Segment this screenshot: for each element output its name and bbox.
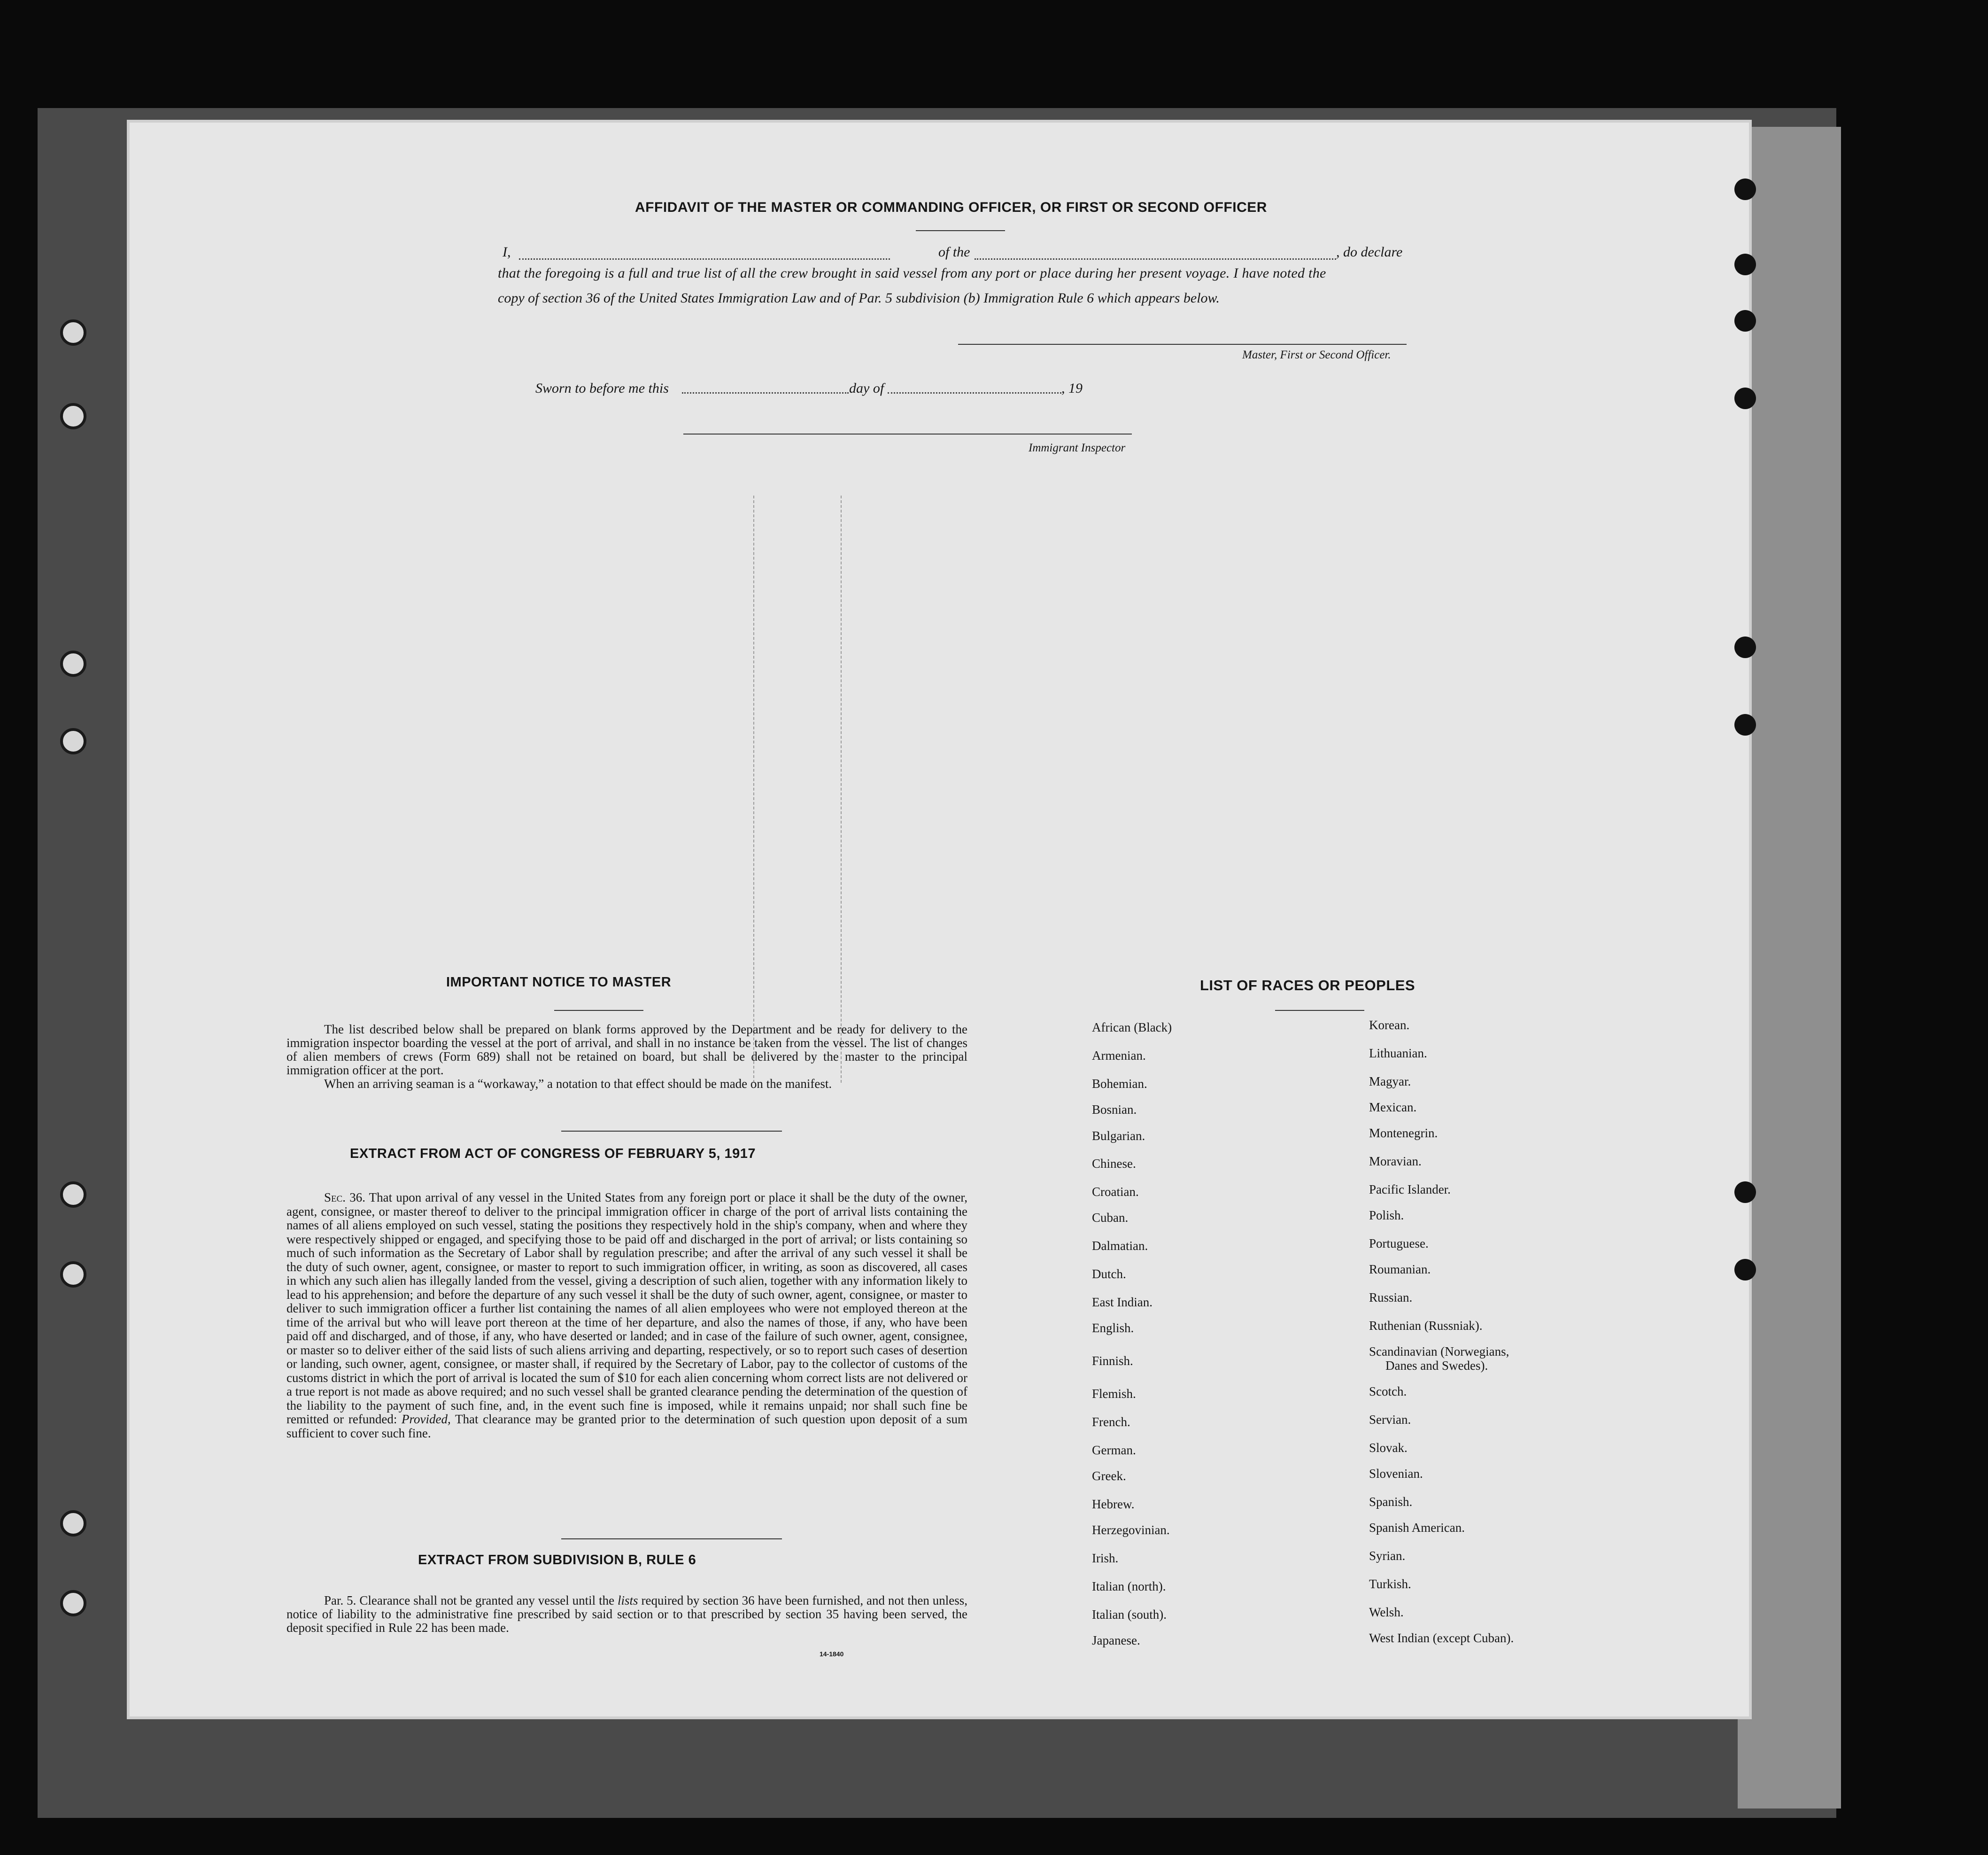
- race-item: Lithuanian.: [1369, 1046, 1427, 1060]
- sworn-day-field[interactable]: [682, 392, 849, 394]
- race-item: African (Black): [1092, 1020, 1172, 1034]
- race-item: Italian (south).: [1092, 1607, 1167, 1622]
- race-item: Spanish American.: [1369, 1521, 1465, 1535]
- year-label: , 19: [1061, 380, 1083, 396]
- declarant-name-field[interactable]: [519, 258, 890, 260]
- inspector-signature-line[interactable]: [683, 434, 1132, 435]
- race-item: Armenian.: [1092, 1048, 1146, 1063]
- column-line: [841, 496, 842, 1083]
- section-label: Sec. 36.: [324, 1190, 365, 1204]
- binder-hole: [60, 319, 86, 346]
- master-signature-line[interactable]: [958, 344, 1407, 345]
- race-item: Slovenian.: [1369, 1467, 1423, 1481]
- race-item: Montenegrin.: [1369, 1126, 1438, 1140]
- punch-hole: [1734, 310, 1756, 332]
- rule-text-start: Par. 5. Clearance shall not be granted any vessel until the: [324, 1593, 615, 1607]
- race-item: Italian (north).: [1092, 1579, 1166, 1593]
- section-36-text: That upon arrival of any vessel in the United States from any foreign port or place it shall be the duty of the owner, agent, consignee, or master thereof to deliver to the principal immigration officer in charge of the port of arrival lists containing the names of all aliens employed on such vessel, stating the positions they respectively hold in the ship's company, when and where they were respectively shipped or engaged, and specifying those to be paid off and discharged in the port of arrival; or lists containing so much of such information as the Secretary of Labor shall by regulation prescribe; and after the arrival of any such vessel it shall be the duty of such owner, agent, consignee, or master to report to such immigration officer, in writing, as soon as discovered, all cases in which any such alien has illegally landed from the vessel, giving a description of such alien, together with any information likely to lead to his apprehension; and before the departure of any such vessel it shall be the duty of such owner, agent, consignee, or master to deliver to such immigration officer a further list containing the names of all alien employees who were not employed thereon at the time of the arrival but who will leave port thereon at the time of her departure, and also the names of those, if any, who have been paid off and discharged, and of those, if any, who have deserted or landed; and in case of the failure of such owner, agent, consignee, or master so to deliver either of the said lists of such aliens arriving and departing, respectively, or so to report such cases of desertion or landing, such owner, agent, consignee, or master shall, if required by the Secretary of Labor, pay to the collector of customs of the customs district in which the port of arrival is located the sum of $10 for each alien concerning whom correct lists are not delivered or a true report is not made as above required; and no such vessel shall be granted clearance pending the determination of the question of the liability to the payment of such fine, and, in the event such fine is imposed, while it remains unpaid; nor shall such fine be remitted or refunded:: [286, 1190, 967, 1426]
- race-item: Scotch.: [1369, 1384, 1407, 1398]
- race-item: Moravian.: [1369, 1154, 1422, 1168]
- lists-term: lists: [618, 1593, 638, 1607]
- title-underline: [916, 230, 1005, 231]
- of-the-label: of the: [938, 244, 970, 260]
- race-item: Bosnian.: [1092, 1102, 1137, 1117]
- vessel-name-field[interactable]: [975, 258, 1336, 260]
- affidavit-line-3: copy of section 36 of the United States Immigration Law and of Par. 5 subdivision (b) Immigration Rule 6 which appears below.: [498, 290, 1220, 306]
- race-item: Finnish.: [1092, 1354, 1133, 1368]
- race-item: Portuguese.: [1369, 1236, 1429, 1250]
- race-item: Korean.: [1369, 1018, 1410, 1032]
- race-item: Dalmatian.: [1092, 1239, 1148, 1253]
- race-item: Bohemian.: [1092, 1077, 1147, 1091]
- race-item: English.: [1092, 1321, 1134, 1335]
- affidavit-line-2: that the foregoing is a full and true list of all the crew brought in said vessel from any port or place during her present voyage. I have noted the: [498, 265, 1326, 281]
- master-signature-caption: Master, First or Second Officer.: [1242, 349, 1391, 361]
- punch-hole: [1734, 636, 1756, 658]
- extract-rule-text: [286, 1594, 967, 1635]
- race-item: Turkish.: [1369, 1577, 1411, 1591]
- races-underline: [1275, 1010, 1364, 1011]
- punch-hole: [1734, 1259, 1756, 1281]
- section-36-text-end: That clearance may be granted prior to the determination of such question upon deposit of a sum sufficient to cover such fine.: [286, 1412, 968, 1440]
- day-of-label: day of: [849, 380, 884, 396]
- form-page: [127, 120, 1752, 1719]
- inspector-caption: Immigrant Inspector: [1029, 442, 1126, 454]
- race-item: Slovak.: [1369, 1441, 1408, 1455]
- extract-act-title: EXTRACT FROM ACT OF CONGRESS OF FEBRUARY 5, 1917: [350, 1146, 756, 1161]
- race-item: Chinese.: [1092, 1156, 1136, 1171]
- extract-rule-title: EXTRACT FROM SUBDIVISION B, RULE 6: [418, 1552, 696, 1568]
- notice-paragraph-2: When an arriving seaman is a “workaway,” a notation to that effect should be made on the manifest.: [324, 1077, 832, 1091]
- affidavit-title: AFFIDAVIT OF THE MASTER OR COMMANDING OFFICER, OR FIRST OR SECOND OFFICER: [635, 200, 1267, 215]
- punch-hole: [1734, 254, 1756, 275]
- rule-text-end: required by section 36 have been furnished, and not then unless, notice of liability to the administrative fine prescribed by said section or to that prescribed by section 35 having been served, the deposit specified in Rule 22 has been made.: [286, 1593, 968, 1635]
- race-item: Irish.: [1092, 1551, 1119, 1565]
- race-item: Magyar.: [1369, 1074, 1411, 1088]
- sworn-month-field[interactable]: [888, 392, 1061, 394]
- race-item: Greek.: [1092, 1469, 1126, 1483]
- punch-hole: [1734, 179, 1756, 200]
- punch-hole: [1734, 1181, 1756, 1203]
- race-item: Danes and Swedes).: [1385, 1358, 1488, 1373]
- sworn-label: Sworn to before me this: [535, 380, 669, 396]
- race-item: West Indian (except Cuban).: [1369, 1631, 1514, 1645]
- binder-hole: [60, 403, 86, 429]
- binder-hole: [60, 1181, 86, 1208]
- race-item: Croatian.: [1092, 1185, 1139, 1199]
- races-title: LIST OF RACES OR PEOPLES: [1200, 977, 1416, 993]
- provided-term: Provided,: [402, 1412, 451, 1426]
- punch-hole: [1734, 388, 1756, 409]
- race-item: Herzegovinian.: [1092, 1523, 1170, 1537]
- backing-sheet-edge: [1738, 127, 1841, 1808]
- section-divider: [561, 1538, 782, 1539]
- race-item: Flemish.: [1092, 1387, 1136, 1401]
- race-item: Bulgarian.: [1092, 1129, 1145, 1143]
- race-item: German.: [1092, 1443, 1136, 1457]
- extract-act-text: [286, 1191, 967, 1440]
- race-item: Roumanian.: [1369, 1262, 1431, 1276]
- race-item: Polish.: [1369, 1208, 1404, 1222]
- race-item: Hebrew.: [1092, 1497, 1135, 1511]
- race-item: Scandinavian (Norwegians,: [1369, 1344, 1509, 1358]
- binder-hole: [60, 1510, 86, 1537]
- race-item: Pacific Islander.: [1369, 1182, 1451, 1196]
- notice-title: IMPORTANT NOTICE TO MASTER: [446, 975, 672, 990]
- race-item: Dutch.: [1092, 1267, 1126, 1281]
- race-item: Cuban.: [1092, 1211, 1129, 1225]
- race-item: Mexican.: [1369, 1100, 1417, 1114]
- race-item: French.: [1092, 1415, 1130, 1429]
- notice-underline: [554, 1010, 643, 1011]
- race-item: Syrian.: [1369, 1549, 1406, 1563]
- race-item: Spanish.: [1369, 1495, 1413, 1509]
- punch-hole: [1734, 714, 1756, 736]
- race-item: Japanese.: [1092, 1633, 1140, 1647]
- race-item: Ruthenian (Russniak).: [1369, 1319, 1483, 1333]
- notice-paragraph-1: The list described below shall be prepared on blank forms approved by the Department and be ready for delivery to the immigration inspector boarding the vessel at the port of arrival, and shall in no instance be taken from the vessel. The list of changes of alien members of crews (Form 689) shall not be retained on board, but shall be delivered by the master to the principal immigration officer at the port.: [286, 1022, 967, 1077]
- declarant-label: I,: [503, 244, 511, 260]
- binder-hole: [60, 1261, 86, 1288]
- binder-hole: [60, 728, 86, 754]
- binder-hole: [60, 1590, 86, 1616]
- notice-text: [286, 1023, 967, 1091]
- do-declare-label: , do declare: [1336, 244, 1403, 260]
- race-item: Servian.: [1369, 1413, 1411, 1427]
- race-item: Welsh.: [1369, 1605, 1404, 1619]
- section-divider: [561, 1131, 782, 1132]
- race-item: Russian.: [1369, 1290, 1413, 1304]
- form-number: 14-1840: [820, 1650, 844, 1658]
- column-line: [753, 496, 754, 1083]
- race-item: East Indian.: [1092, 1295, 1153, 1309]
- binder-hole: [60, 651, 86, 677]
